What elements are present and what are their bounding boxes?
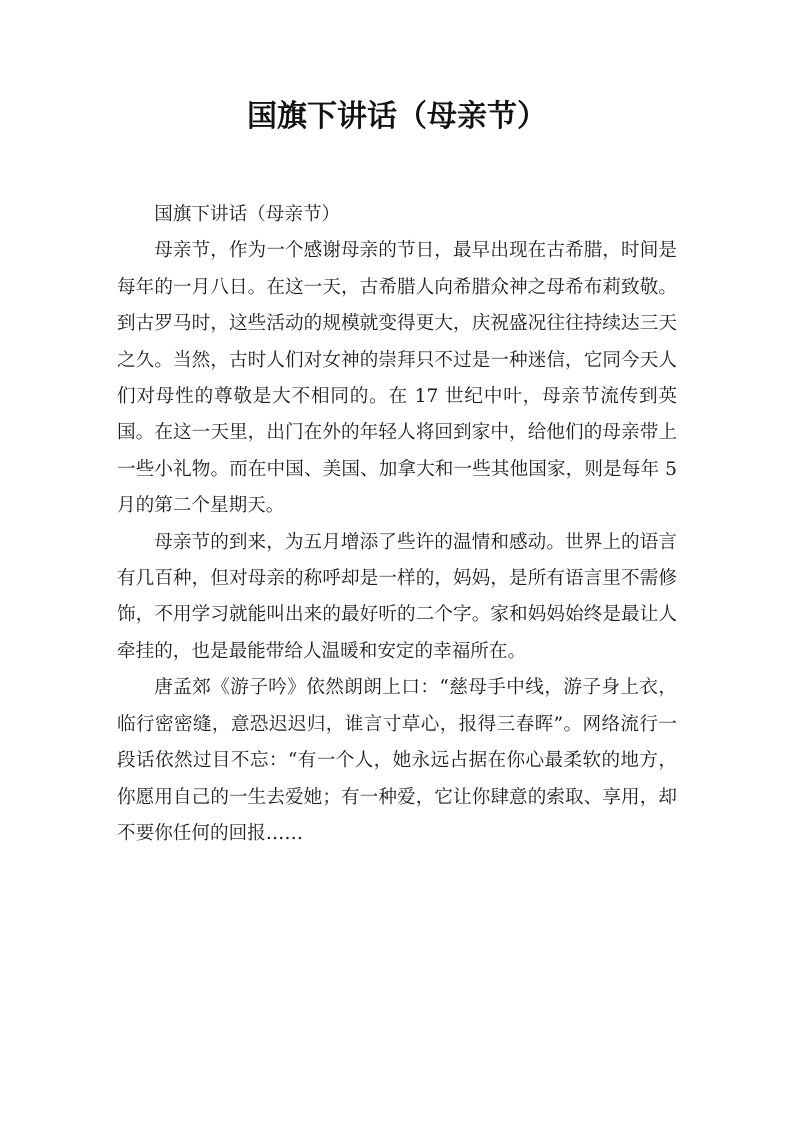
document-title: 国旗下讲话（母亲节）	[247, 99, 547, 134]
paragraph: 母亲节，作为一个感谢母亲的节日，最早出现在古希腊，时间是每年的一月八日。在这一天，古希腊人向希腊众神之母希布莉致敬。到古罗马时，这些活动的规模就变得更大，庆祝盛况往往持续达三天之久。当然，古时人们对女神的崇拜只不过是一种迷信，它同今天人们对母性的尊敬是大不相同的。在 17 世纪中叶，母亲节流传到英国。在这一天里，出门在外的年轻人将回到家中，给他们的母亲带上一些小礼物。而在中国、美国、加拿大和一些其他国家，则是每年 5 月的第二个星期天。	[117, 240, 677, 517]
paragraph: 唐孟郊《游子吟》依然朗朗上口：“慈母手中线，游子身上衣，临行密密缝，意恐迟迟归，谁言寸草心，报得三春晖”。网络流行一段话依然过目不忘：“有一个人，她永远占据在你心最柔软的地方，你愿用自己的一生去爱她；有一种爱，它让你肆意的索取、享用，却不要你任何的回报……	[117, 677, 677, 844]
document-body	[117, 197, 677, 852]
paragraph: 母亲节的到来，为五月增添了些许的温情和感动。世界上的语言有几百种，但对母亲的称呼却是一样的，妈妈，是所有语言里不需修饰，不用学习就能叫出来的最好听的二个字。家和妈妈始终是最让人牵挂的，也是最能带给人温暖和安定的幸福所在。	[117, 531, 677, 662]
paragraph-subtitle: 国旗下讲话（母亲节）	[154, 204, 341, 225]
